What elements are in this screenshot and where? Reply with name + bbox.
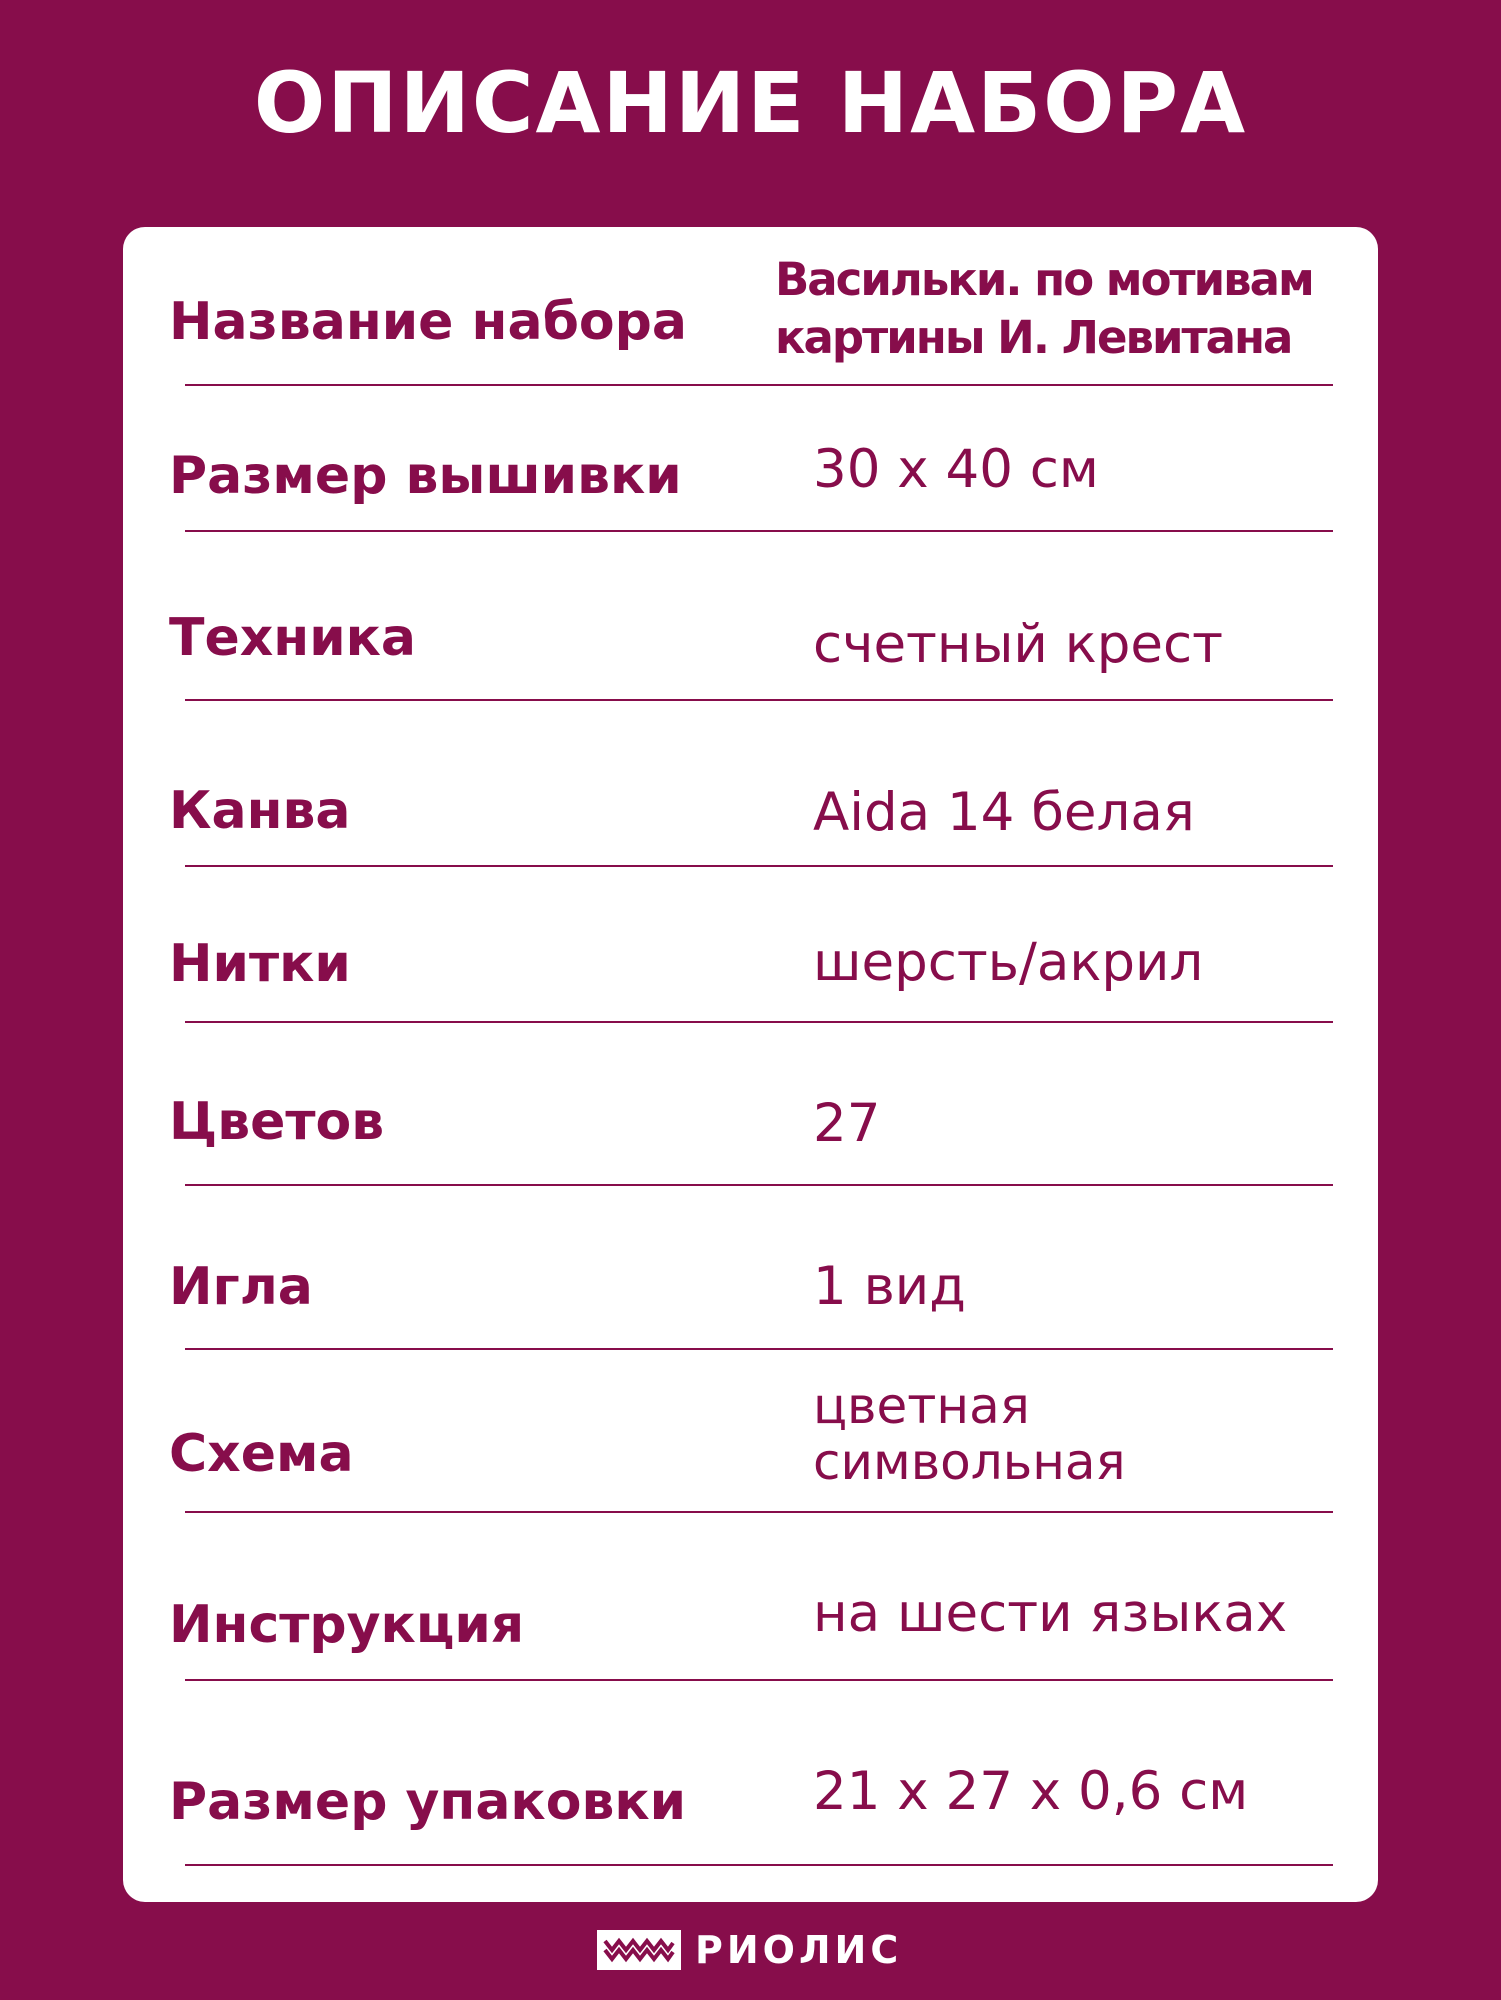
spec-label: Размер упаковки — [169, 1772, 687, 1832]
row-divider — [185, 1021, 1333, 1023]
spec-label: Техника — [169, 608, 417, 668]
spec-label: Инструкция — [169, 1595, 525, 1655]
spec-value: счетный крест — [813, 614, 1223, 675]
spec-label: Канва — [169, 781, 351, 841]
brand-footer — [597, 1928, 902, 1972]
spec-value — [775, 251, 1313, 367]
row-divider — [185, 1864, 1333, 1866]
row-divider — [185, 1679, 1333, 1681]
spec-label: Размер вышивки — [169, 446, 682, 506]
spec-value-line: картины И. Левитана — [775, 311, 1292, 364]
spec-value: 30 х 40 см — [813, 439, 1099, 500]
row-divider — [185, 530, 1333, 532]
spec-value: на шести языках — [813, 1583, 1288, 1644]
row-divider — [185, 384, 1333, 386]
row-divider — [185, 1184, 1333, 1186]
spec-value — [813, 1378, 1126, 1490]
spec-value-line: символьная — [813, 1433, 1126, 1491]
spec-label: Игла — [169, 1257, 313, 1317]
spec-value: 1 вид — [813, 1256, 966, 1317]
spec-value: Aida 14 белая — [813, 782, 1195, 843]
spec-value: 21 х 27 х 0,6 см — [813, 1761, 1249, 1822]
page-title: ОПИСАНИЕ НАБОРА — [253, 54, 1248, 152]
riolis-logo-icon — [597, 1930, 681, 1970]
spec-value-line: цветная — [813, 1377, 1030, 1435]
row-divider — [185, 865, 1333, 867]
spec-label: Цветов — [169, 1092, 385, 1152]
row-divider — [185, 699, 1333, 701]
spec-value: шерсть/акрил — [813, 932, 1204, 993]
spec-label: Нитки — [169, 934, 351, 994]
spec-label: Схема — [169, 1424, 354, 1484]
specs-card — [123, 227, 1378, 1902]
spec-label: Название набора — [169, 292, 687, 352]
spec-value-line: Васильки. по мотивам — [775, 253, 1313, 306]
spec-value: 27 — [813, 1093, 881, 1154]
row-divider — [185, 1511, 1333, 1513]
row-divider — [185, 1348, 1333, 1350]
riolis-logo-mark — [603, 1937, 675, 1963]
brand-name: РИОЛИС — [695, 1928, 903, 1972]
